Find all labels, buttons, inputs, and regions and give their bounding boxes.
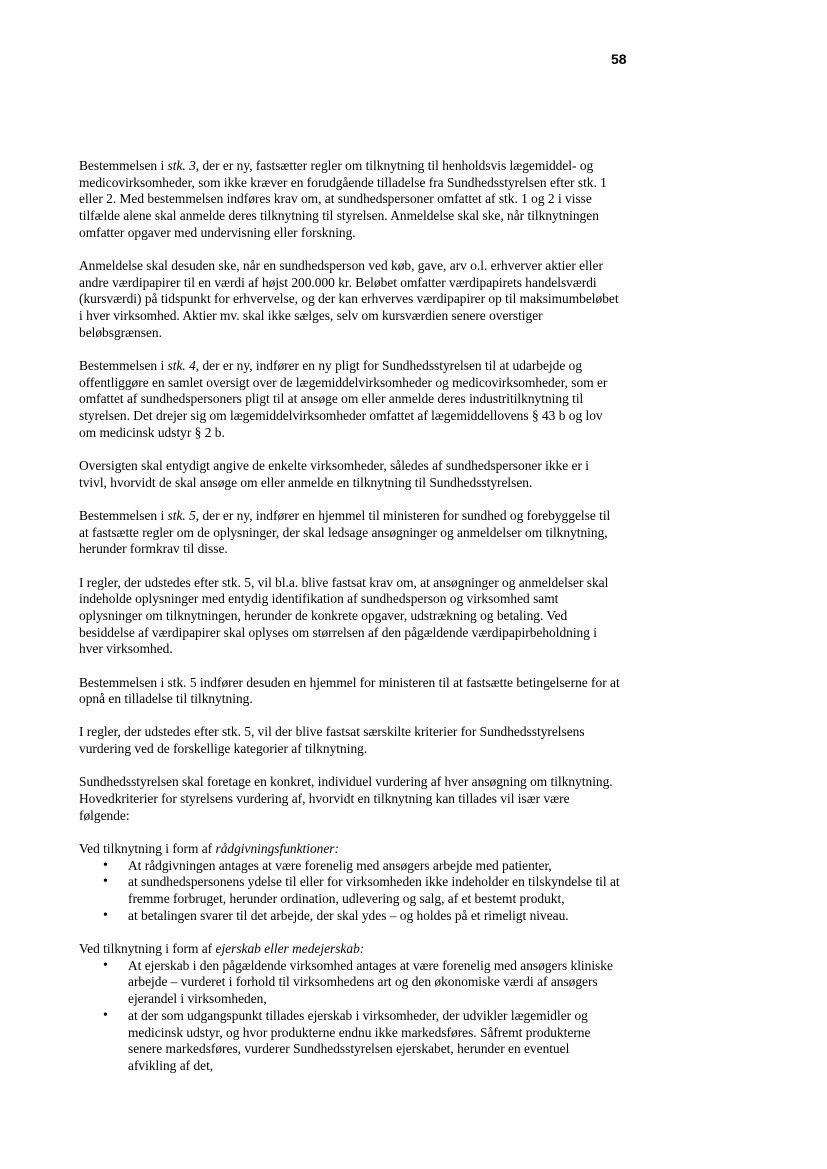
list-item-text: at der som udgangspunkt tillades ejerskab i virksomheder, der udvikler lægemidler og medicinsk udstyr, og hvor produkterne endnu ikke markedsføres. Såfremt produkterne senere markedsføres, vurderer Sundhedsstyrelsen ejerskabet, herunder en eventuel afvikling af det, — [128, 1007, 591, 1073]
list-item — [79, 908, 620, 925]
bullet-icon: • — [103, 907, 108, 923]
text-run: Anmeldelse skal desuden ske, når en sundhedsperson ved køb, gave, arv o.l. erhverver aktier eller andre værdipapirer til en værdi af højst 200.000 kr. Beløbet omfatter værdipapirets handelsværdi (kursværdi) på tidspunkt for erhvervelse, og der kan erhverves værdipapirer op til maksimumbeløbet i hver virksomhed. Aktier mv. skal ikke sælges, selv om kursværdien senere overstiger beløbsgrænsen. — [79, 258, 619, 340]
bullet-icon: • — [103, 1007, 108, 1023]
text-run: Oversigten skal entydigt angive de enkelte virksomheder, således af sundhedspersoner ikke er i tvivl, hvorvidt de skal ansøge om eller anmelde en tilknytning til Sundhedsstyrelsen. — [79, 458, 590, 490]
list-item — [79, 858, 620, 875]
text-run: Bestemmelsen i — [79, 358, 168, 374]
paragraph — [79, 258, 620, 342]
text-run-italic: stk. 4 — [167, 358, 196, 374]
bullet-icon: • — [103, 957, 108, 973]
text-run-italic: stk. 3 — [167, 158, 196, 173]
list-item-text: at betalingen svarer til det arbejde, der skal ydes – og holdes på et rimeligt niveau. — [128, 907, 569, 923]
text-run: I regler, der udstedes efter stk. 5, vil der blive fastsat særskilte kriterier for Sundhedsstyrelsens vurdering ved de forskellige kategorier af tilknytning. — [79, 724, 585, 757]
bullet-icon: • — [103, 874, 108, 890]
bullet-list — [79, 858, 620, 925]
bullet-list — [79, 958, 620, 1075]
paragraph — [79, 458, 620, 491]
text-run: Sundhedsstyrelsen skal foretage en konkret, individuel vurdering af hver ansøgning om tilknytning. Hovedkriterier for styrelsens vurdering af, hvorvidt en tilknytning kan tillades vil især være følgende: — [79, 774, 613, 823]
document-body — [79, 158, 620, 1091]
text-run-italic: ejerskab eller medejerskab: — [215, 941, 365, 957]
list-intro — [79, 841, 620, 858]
text-run-italic: stk. 5 — [167, 507, 196, 523]
paragraph — [79, 774, 620, 824]
text-run: I regler, der udstedes efter stk. 5, vil bl.a. blive fastsat krav om, at ansøgninger og anmeldelser skal indeholde oplysninger med entydig identifikation af sundhedsperson og virksomhed samt oplysninger om tilknytningen, herunder de konkrete opgaver, udstrækning og betaling. Ved besiddelse af værdipapirer skal oplyses om størrelsen af den pågældende værdipapirbeholdning i hver virksomhed. — [79, 574, 609, 657]
paragraph — [79, 675, 620, 708]
text-run: Ved tilknytning i form af — [79, 841, 216, 856]
list-item — [79, 1008, 620, 1075]
paragraph — [79, 508, 620, 558]
text-run: , der er ny, fastsætter regler om tilknytning til henholdsvis lægemiddel- og medicovirksomheder, som ikke kræver en forudgående tilladelse fra Sundhedsstyrelsen efter stk. 1 eller 2. Med bestemmelsen indføres krav om, at sundhedspersoner omfattet af stk. 1 og 2 i visse tilfælde alene skal anmelde deres tilknytning til styrelsen. Anmeldelse skal ske, når tilknytningen omfatter opgaver med undervisning eller forskning. — [79, 158, 607, 240]
text-run: Bestemmelsen i — [79, 158, 168, 173]
page-number: 58 — [611, 51, 627, 67]
text-run: Bestemmelsen i — [79, 507, 168, 523]
list-item-text: at sundhedspersonens ydelse til eller for virksomheden ikke indeholder en tilskyndelse til at fremme forbruget, herunder ordination, udlevering og salg, af et bestemt produkt, — [128, 874, 620, 907]
bullet-icon: • — [103, 857, 108, 873]
text-run: , der er ny, indfører en hjemmel til ministeren for sundhed og forebyggelse til at fastsætte regler om de oplysninger, der skal ledsage ansøgninger og anmeldelser om tilknytning, herunder formkrav til disse. — [79, 507, 611, 557]
list-intro — [79, 941, 620, 958]
paragraph — [79, 358, 620, 442]
paragraph — [79, 575, 620, 659]
list-item-text: At rådgivningen antages at være forenelig med ansøgers arbejde med patienter, — [128, 857, 552, 873]
text-run: , der er ny, indfører en ny pligt for Sundhedsstyrelsen til at udarbejde og offentliggøre en samlet oversigt over de lægemiddelvirksomheder og medicovirksomheder, som er omfattet af sundhedspersoners pligt til at ansøge om eller anmelde deres industritilknytning til styrelsen. Det drejer sig om lægemiddelvirksomheder omfattet af lægemiddellovens § 43 b og lov om medicinsk udstyr § 2 b. — [79, 358, 608, 440]
text-run-italic: rådgivningsfunktioner: — [215, 841, 339, 856]
list-item-text: At ejerskab i den pågældende virksomhed antages at være forenelig med ansøgers kliniske arbejde – vurderet i forhold til virksomhedens art og den økonomiske værdi af ansøgers ejerandel i virksomheden, — [128, 957, 613, 1007]
list-item — [79, 958, 620, 1008]
paragraph — [79, 158, 620, 242]
paragraph — [79, 724, 620, 757]
text-run: Ved tilknytning i form af — [79, 941, 216, 957]
text-run: Bestemmelsen i stk. 5 indfører desuden en hjemmel for ministeren til at fastsætte betingelserne for at opnå en tilladelse til tilknytning. — [79, 674, 620, 707]
list-item — [79, 874, 620, 907]
